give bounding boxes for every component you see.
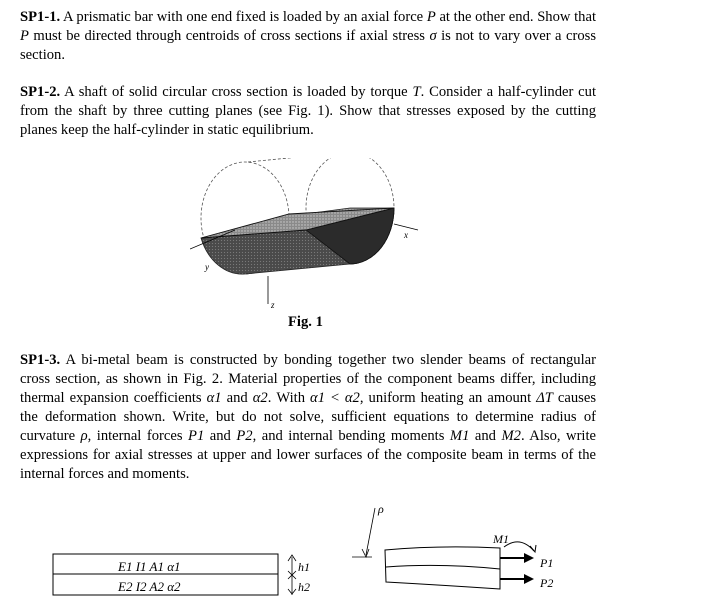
problem-text: and <box>221 390 253 406</box>
height-h2-label: h2 <box>298 580 310 594</box>
variable: α1 < α2 <box>310 390 360 406</box>
variable: P <box>426 9 436 25</box>
variable: ρ <box>80 428 88 444</box>
problem-text: , and internal bending moments <box>252 428 450 444</box>
radius-rho-label: ρ <box>378 502 384 516</box>
problem-text: . With <box>267 390 311 406</box>
variable: ΔT <box>536 390 553 406</box>
problem-text: and <box>469 428 502 444</box>
problem-text: and <box>204 428 237 444</box>
problem-text: . Also, write expressions for axial stresses at upper and lower surfaces of the composite beam in terms of the internal forces and moments. <box>20 428 597 482</box>
axis-y-label: y <box>205 262 209 272</box>
problem-text: , internal forces <box>87 428 189 444</box>
problem-sp1-1 <box>20 8 596 65</box>
variable: P <box>20 28 29 44</box>
variable: α2 <box>252 390 268 406</box>
figure-1-half-cylinder <box>190 158 430 308</box>
problem-text: . Consider a half-cylinder cut from the shaft by three cutting planes (see Fig. 1). Show that stresses exposed by the cutting planes keep the half-cylinder in static equilibrium. <box>20 84 597 138</box>
variable: T <box>412 84 421 100</box>
variable: P2 <box>236 428 253 444</box>
problem-text: A prismatic bar with one end fixed is loaded by an axial force <box>60 9 427 25</box>
problem-text: at the other end. Show that <box>435 9 597 25</box>
variable: M1 <box>449 428 470 444</box>
variable: P1 <box>188 428 205 444</box>
height-h1-label: h1 <box>298 560 310 574</box>
axis-z-label: z <box>271 300 275 308</box>
problem-text: causes the deformation shown. Write, but do not solve, sufficient equations to determine radius of curvature <box>20 390 596 444</box>
problem-text: A shaft of solid circular cross section is loaded by torque <box>60 84 413 100</box>
variable: σ <box>429 28 437 44</box>
problem-text: A bi-metal beam is constructed by bonding together two slender beams of rectangular cross section, as shown in Fig. 2. Material properties of the component beams differ, including thermal expansion coefficients <box>20 352 596 406</box>
figure-1-caption: Fig. 1 <box>288 314 323 330</box>
problem-id: SP1-1. <box>20 9 61 25</box>
force-p1-label: P1 <box>540 556 554 570</box>
problem-sp1-2 <box>20 83 596 140</box>
variable: M2 <box>501 428 521 444</box>
force-p2-label: P2 <box>540 576 554 590</box>
problem-id: SP1-3. <box>20 352 61 368</box>
problem-sp1-3 <box>20 351 596 484</box>
variable: α1 <box>206 390 222 406</box>
beam-upper-properties: E1 I1 A1 α1 <box>118 559 181 574</box>
problem-id: SP1-2. <box>20 84 61 100</box>
figure-2-bimetal-beam <box>0 495 714 598</box>
moment-m1-label: M1 <box>493 532 509 546</box>
problem-text: , uniform heating an amount <box>359 390 537 406</box>
beam-lower-properties: E2 I2 A2 α2 <box>118 579 181 594</box>
problem-text: must be directed through centroids of cross sections if axial stress <box>28 28 430 44</box>
axis-x-label: x <box>404 230 408 240</box>
problem-text: is not to vary over a cross section. <box>20 28 596 63</box>
